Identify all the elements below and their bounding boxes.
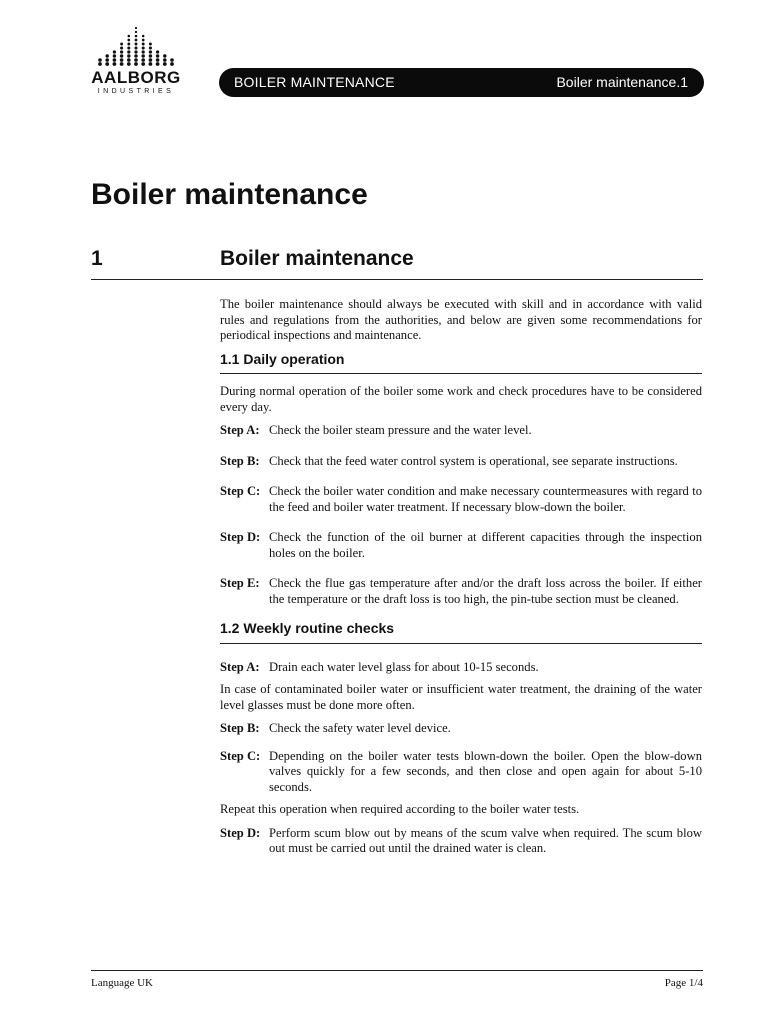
step-text: Drain each water level glass for about 10-15 seconds. — [269, 659, 539, 674]
logo-dot — [163, 58, 167, 62]
step-label: Step D: — [220, 530, 261, 544]
logo-dot — [127, 54, 130, 57]
footer-divider — [91, 970, 703, 971]
logo-dot — [149, 50, 152, 53]
logo-dot — [141, 54, 144, 57]
weekly-step-a — [220, 660, 702, 676]
logo-dot — [142, 39, 145, 42]
logo-dot — [127, 43, 130, 46]
daily-operation-heading: 1.1 Daily operation — [220, 352, 702, 375]
step-label: Step C: — [220, 484, 261, 498]
step-label: Step B: — [220, 721, 260, 735]
step-label: Step A: — [220, 423, 260, 437]
logo-dot — [120, 46, 123, 49]
section-title: Boiler maintenance — [220, 247, 414, 270]
weekly-step-b — [220, 721, 702, 737]
step-label: Step D: — [220, 825, 261, 840]
logo-dot — [113, 50, 116, 53]
logo-dot — [141, 62, 145, 66]
section-divider — [91, 279, 703, 280]
logo-dot — [105, 58, 109, 62]
daily-step-b — [220, 454, 702, 470]
logo-dot — [156, 50, 159, 53]
step-label: Step A: — [220, 659, 260, 674]
logo-dot — [98, 58, 102, 62]
logo-dot — [163, 54, 166, 57]
logo-dot — [134, 62, 138, 66]
logo-dot — [156, 62, 160, 66]
step-text: Check the flue gas temperature after and/or the draft loss across the boiler. If either the temperature or the draft loss is too high, the pin-tube section must be cleaned. — [269, 576, 702, 606]
weekly-note-contamination: In case of contaminated boiler water or insufficient water treatment, the draining of the water level glasses must be done more often. — [220, 682, 702, 712]
daily-step-e — [220, 576, 702, 607]
logo-dot — [141, 58, 145, 62]
logo-dots-icon — [90, 18, 182, 68]
logo-dot — [142, 50, 145, 53]
step-text: Depending on the boiler water tests blown-down the boiler. Open the blow-down valves quickly for a few seconds, and then close and open again for about 5-10 seconds. — [269, 748, 702, 794]
logo-dot — [98, 62, 102, 66]
logo-dot — [105, 54, 108, 57]
logo-dot — [120, 58, 124, 62]
logo-dot — [170, 62, 174, 66]
step-text: Check the function of the oil burner at different capacities through the inspection holes on the boiler. — [269, 530, 702, 560]
section-number: 1 — [91, 247, 103, 270]
intro-paragraph: The boiler maintenance should always be executed with skill and in accordance with valid rules and regulations from the authorities, and below are given some recommendations for periodical inspections and maintenance. — [220, 297, 702, 342]
footer-page-number: Page 1/4 — [664, 977, 703, 989]
step-text: Check the safety water level device. — [269, 721, 451, 735]
logo-dot — [156, 54, 159, 57]
logo-wordmark: AALBORG — [91, 68, 181, 87]
weekly-step-d — [220, 826, 702, 857]
daily-step-a — [220, 423, 702, 439]
logo-dot — [149, 43, 152, 46]
daily-intro-paragraph: During normal operation of the boiler some work and check procedures have to be considered every day. — [220, 384, 702, 414]
step-text: Perform scum blow out by means of the scum valve when required. The scum blow out must be carried out until the drained water is clean. — [269, 825, 702, 855]
logo-dot — [135, 35, 138, 38]
logo-dot — [135, 39, 138, 42]
weekly-step-c — [220, 749, 702, 796]
step-text: Check that the feed water control system is operational, see separate instructions. — [269, 453, 678, 468]
header-section-label: BOILER MAINTENANCE — [234, 74, 395, 90]
logo-dot — [120, 50, 123, 53]
logo-dot — [127, 46, 130, 49]
logo-dot — [113, 54, 116, 57]
daily-step-d — [220, 530, 702, 561]
logo-dot — [135, 31, 137, 33]
main-content — [220, 297, 702, 872]
logo-dot — [134, 46, 137, 49]
weekly-note-repeat: Repeat this operation when required according to the boiler water tests. — [220, 802, 580, 816]
logo-dot — [127, 39, 130, 42]
step-label: Step E: — [220, 576, 260, 590]
step-text: Check the boiler water condition and make necessary countermeasures with regard to the feed and boiler water treatment. If necessary blow-down the boiler. — [269, 484, 702, 514]
logo-dot — [134, 54, 137, 57]
logo-dot — [134, 50, 137, 53]
logo-dot — [156, 58, 160, 62]
document-title: Boiler maintenance — [91, 178, 368, 211]
logo-dot — [142, 43, 145, 46]
logo-dot — [142, 35, 145, 38]
logo-dot — [149, 58, 153, 62]
step-text: Check the boiler steam pressure and the water level. — [269, 423, 532, 437]
logo-dot — [134, 58, 138, 62]
logo-dot — [120, 62, 124, 66]
logo-dot — [170, 58, 174, 62]
daily-step-c — [220, 484, 702, 515]
logo-dot — [149, 46, 152, 49]
logo-dot — [120, 54, 123, 57]
logo-dot — [113, 58, 117, 62]
logo-dot — [135, 43, 138, 46]
header-bar — [219, 68, 704, 97]
step-label: Step C: — [220, 748, 261, 763]
logo-dot — [142, 46, 145, 49]
logo-dot — [120, 43, 123, 46]
logo-subtitle: INDUSTRIES — [97, 88, 175, 95]
logo-dot — [105, 62, 109, 66]
logo-dot — [128, 35, 131, 38]
step-label: Step B: — [220, 453, 260, 468]
company-logo — [90, 18, 182, 100]
logo-dot — [113, 62, 117, 66]
logo-dot — [127, 50, 130, 53]
header-page-label: Boiler maintenance.1 — [556, 74, 688, 90]
logo-dot — [127, 58, 131, 62]
logo-dot — [149, 62, 153, 66]
logo-dot — [149, 54, 152, 57]
footer-language: Language UK — [91, 977, 154, 989]
weekly-checks-heading: 1.2 Weekly routine checks — [220, 621, 702, 644]
logo-dot — [135, 27, 137, 29]
logo-dot — [163, 62, 167, 66]
logo-dot — [127, 62, 131, 66]
